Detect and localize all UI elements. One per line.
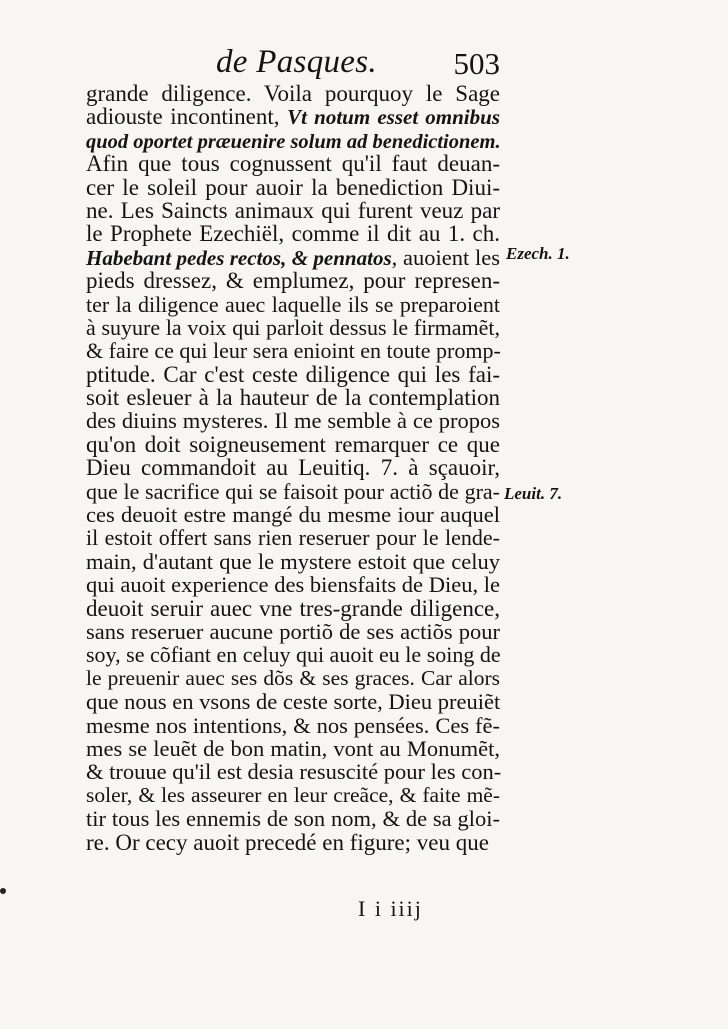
ink-speck (0, 888, 6, 894)
signature-mark: I i iiij (358, 896, 423, 921)
text-segment: soit esleuer à la hauteur de la contemplation (86, 385, 500, 411)
text-line (86, 386, 500, 409)
body-text (86, 82, 500, 854)
text-line (86, 737, 500, 760)
text-segment: à suyure la voix qui parloit dessus le firmamẽt, (86, 314, 500, 340)
text-segment: grande diligence. Voila pourquoy le Sage (86, 81, 500, 106)
text-line (86, 222, 500, 245)
text-segment: ces deuoit estre mangé du mesme iour auquel (86, 502, 500, 528)
text-segment: le Prophete Ezechiël, comme il dit au 1. ch. (86, 221, 500, 247)
text-line (86, 760, 500, 783)
text-line (86, 784, 500, 807)
text-segment: pieds dressez, & emplumez, pour represen- (86, 268, 500, 294)
text-line (86, 667, 500, 690)
text-segment: ptitude. Car c'est ceste diligence qui les fai- (86, 361, 500, 387)
text-segment: soy, se cõfiant en celuy qui auoit eu le soing de (86, 642, 501, 668)
text-segment: mes se leuẽt de bon matin, vont au Monumẽt, (86, 735, 500, 761)
text-line (86, 831, 500, 854)
text-segment: re. Or cecy auoit precedé en figure; veu que (86, 829, 489, 855)
running-title: de Pasques. (216, 44, 377, 80)
text-segment: & trouue qu'il est desia resuscité pour les con- (86, 759, 502, 785)
text-line (86, 82, 500, 105)
text-line (86, 480, 500, 503)
text-segment: deuoit seruir auec vne tres-grande diligence, (86, 595, 500, 621)
text-line (86, 550, 500, 573)
text-segment: cer le soleil pour auoir la benediction Diui- (86, 174, 500, 200)
text-segment: Dieu commandoit au Leuitiq. 7. à sçauoir, (86, 455, 500, 481)
text-segment: main, d'autant que le mystere estoit que celuy (86, 548, 500, 574)
text-line (86, 620, 500, 643)
text-line (86, 152, 500, 175)
text-segment: sans reseruer aucune portiõ de ses actiõs pour (86, 618, 500, 644)
text-line (86, 293, 500, 316)
text-segment: que nous en vsons de ceste sorte, Dieu preuiẽt (86, 689, 501, 715)
text-line (86, 409, 500, 432)
text-line (86, 526, 500, 549)
text-line (86, 597, 500, 620)
text-line (86, 363, 500, 386)
latin-quotation: quod oportet præuenire solum ad benedictionem. (86, 130, 501, 153)
text-line (86, 573, 500, 596)
text-line (86, 339, 500, 362)
text-segment: mesme nos intentions, & nos pensées. Ces fẽ- (86, 712, 500, 738)
text-line (86, 199, 500, 222)
text-segment: , auoient les (391, 244, 500, 270)
text-line (86, 690, 500, 713)
text-line (86, 105, 500, 128)
text-segment: soler, & les asseurer en leur creãce, & faite mẽ- (86, 782, 500, 807)
text-segment: qui auoit experience des biensfaits de Dieu, le (86, 572, 500, 598)
text-segment: que le sacrifice qui se faisoit pour actiõ de gra- (86, 478, 500, 504)
text-line (86, 503, 500, 526)
text-segment: ne. Les Saincts animaux qui furent veuz par (86, 197, 500, 223)
text-line (86, 316, 500, 339)
text-line (86, 714, 500, 737)
text-line (86, 807, 500, 830)
text-line (86, 269, 500, 292)
text-line (86, 643, 500, 666)
text-segment: & faire ce qui leur sera enioint en toute promp- (86, 338, 501, 364)
text-segment: adiouste incontinent, (86, 104, 288, 130)
text-line (86, 246, 500, 269)
text-segment: des diuins mysteres. Il me semble à ce propos (86, 408, 500, 434)
text-line (86, 433, 500, 456)
page-number: 503 (453, 46, 500, 81)
text-segment: le preuenir auec ses dõs & ses graces. Car alors (86, 665, 500, 690)
text-segment: qu'on doit soigneusement remarquer ce que (86, 431, 500, 457)
text-line (86, 456, 500, 479)
text-segment: Afin que tous cognussent qu'il faut deuan- (86, 151, 500, 177)
text-segment: ter la diligence auec laquelle ils se preparoient (86, 291, 500, 317)
text-segment: tir tous les ennemis de son nom, & de sa gloi- (86, 806, 500, 832)
text-segment: il estoit offert sans rien reseruer pour le lende- (86, 525, 500, 551)
text-line (86, 129, 500, 152)
latin-quotation: Habebant pedes rectos, & pennatos (86, 245, 392, 270)
text-line (86, 176, 500, 199)
margin-note-ezech: Ezech. 1. (506, 244, 570, 263)
margin-note-leuit: Leuit. 7. (504, 484, 563, 503)
latin-quotation: Vt notum esset omnibus (287, 105, 500, 130)
